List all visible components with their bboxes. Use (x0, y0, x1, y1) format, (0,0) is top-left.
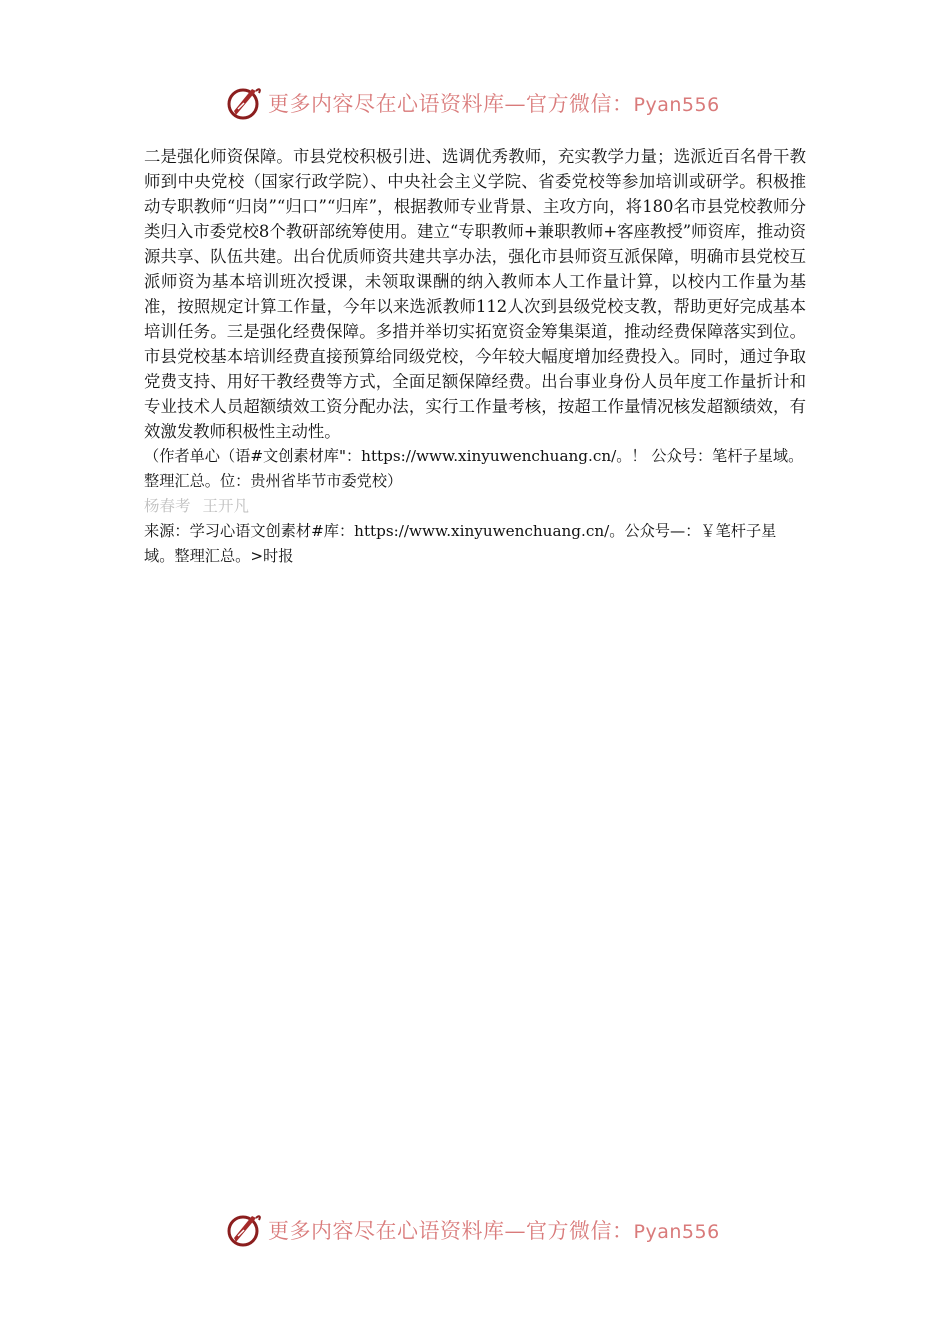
header-banner (226, 83, 746, 123)
author-note-url: https://www.xinyuwenchuang.cn/ (361, 447, 617, 465)
author-name: 王开凡 (202, 497, 250, 515)
author-note: （作者单心（语#文创素材库"：https://www.xinyuwenchuang.cn/。！ 公众号：笔杆子星域。整理汇总。位：贵州省毕节市委党校） (144, 447, 804, 490)
document-content (144, 144, 806, 568)
article-body: 二是强化师资保障。市县党校积极引进、选调优秀教师，充实教学力量；选派近百名骨干教师到中央党校（国家行政学院）、中央社会主义学院、省委党校等参加培训或研学。积极推动专职教师“归岗”“归口”“归库”，根据教师专业背景、主攻方向，将180名市县党校教师分类归入市委党校8个教研部统筹使用。建立“专职教师+兼职教师+客座教授”师资库，推动资源共享、队伍共建。出台优质师资共建共享办法，强化市县师资互派保障，明确市县党校互派师资为基本培训班次授课，未领取课酬的纳入教师本人工作量计算，以校内工作量为基准，按照规定计算工作量，今年以来选派教师112人次到县级党校支教，帮助更好完成基本培训任务。三是强化经费保障。多措并举切实拓宽资金筹集渠道，推动经费保障落实到位。市县党校基本培训经费直接预算给同级党校，今年较大幅度增加经费投入。同时，通过争取党费支持、用好干教经费等方式，全面足额保障经费。出台事业身份人员年度工作量折计和专业技术人员超额绩效工资分配办法，实行工作量考核，按超工作量情况核发超额绩效，有效激发教师积极性主动性。 (144, 147, 806, 441)
banner-wechat-id: Pyan556 (633, 94, 720, 116)
author-name: 杨春考 (144, 497, 191, 515)
footer-banner (226, 1210, 746, 1250)
banner-text: 更多内容尽在心语资料库—官方微信：Pyan556 (268, 1219, 720, 1243)
source-url: https://www.xinyuwenchuang.cn/ (354, 522, 610, 540)
source-line: 来源：学习心语文创素材#库：https://www.xinyuwenchuang.cn/。公众号—：￥笔杆子星域。整理汇总。>时报 (144, 522, 777, 565)
quill-logo-icon (226, 85, 262, 121)
banner-wechat-id: Pyan556 (633, 1221, 720, 1243)
banner-text: 更多内容尽在心语资料库—官方微信：Pyan556 (268, 92, 720, 116)
author-names (144, 493, 806, 519)
quill-logo-icon (226, 1212, 262, 1248)
